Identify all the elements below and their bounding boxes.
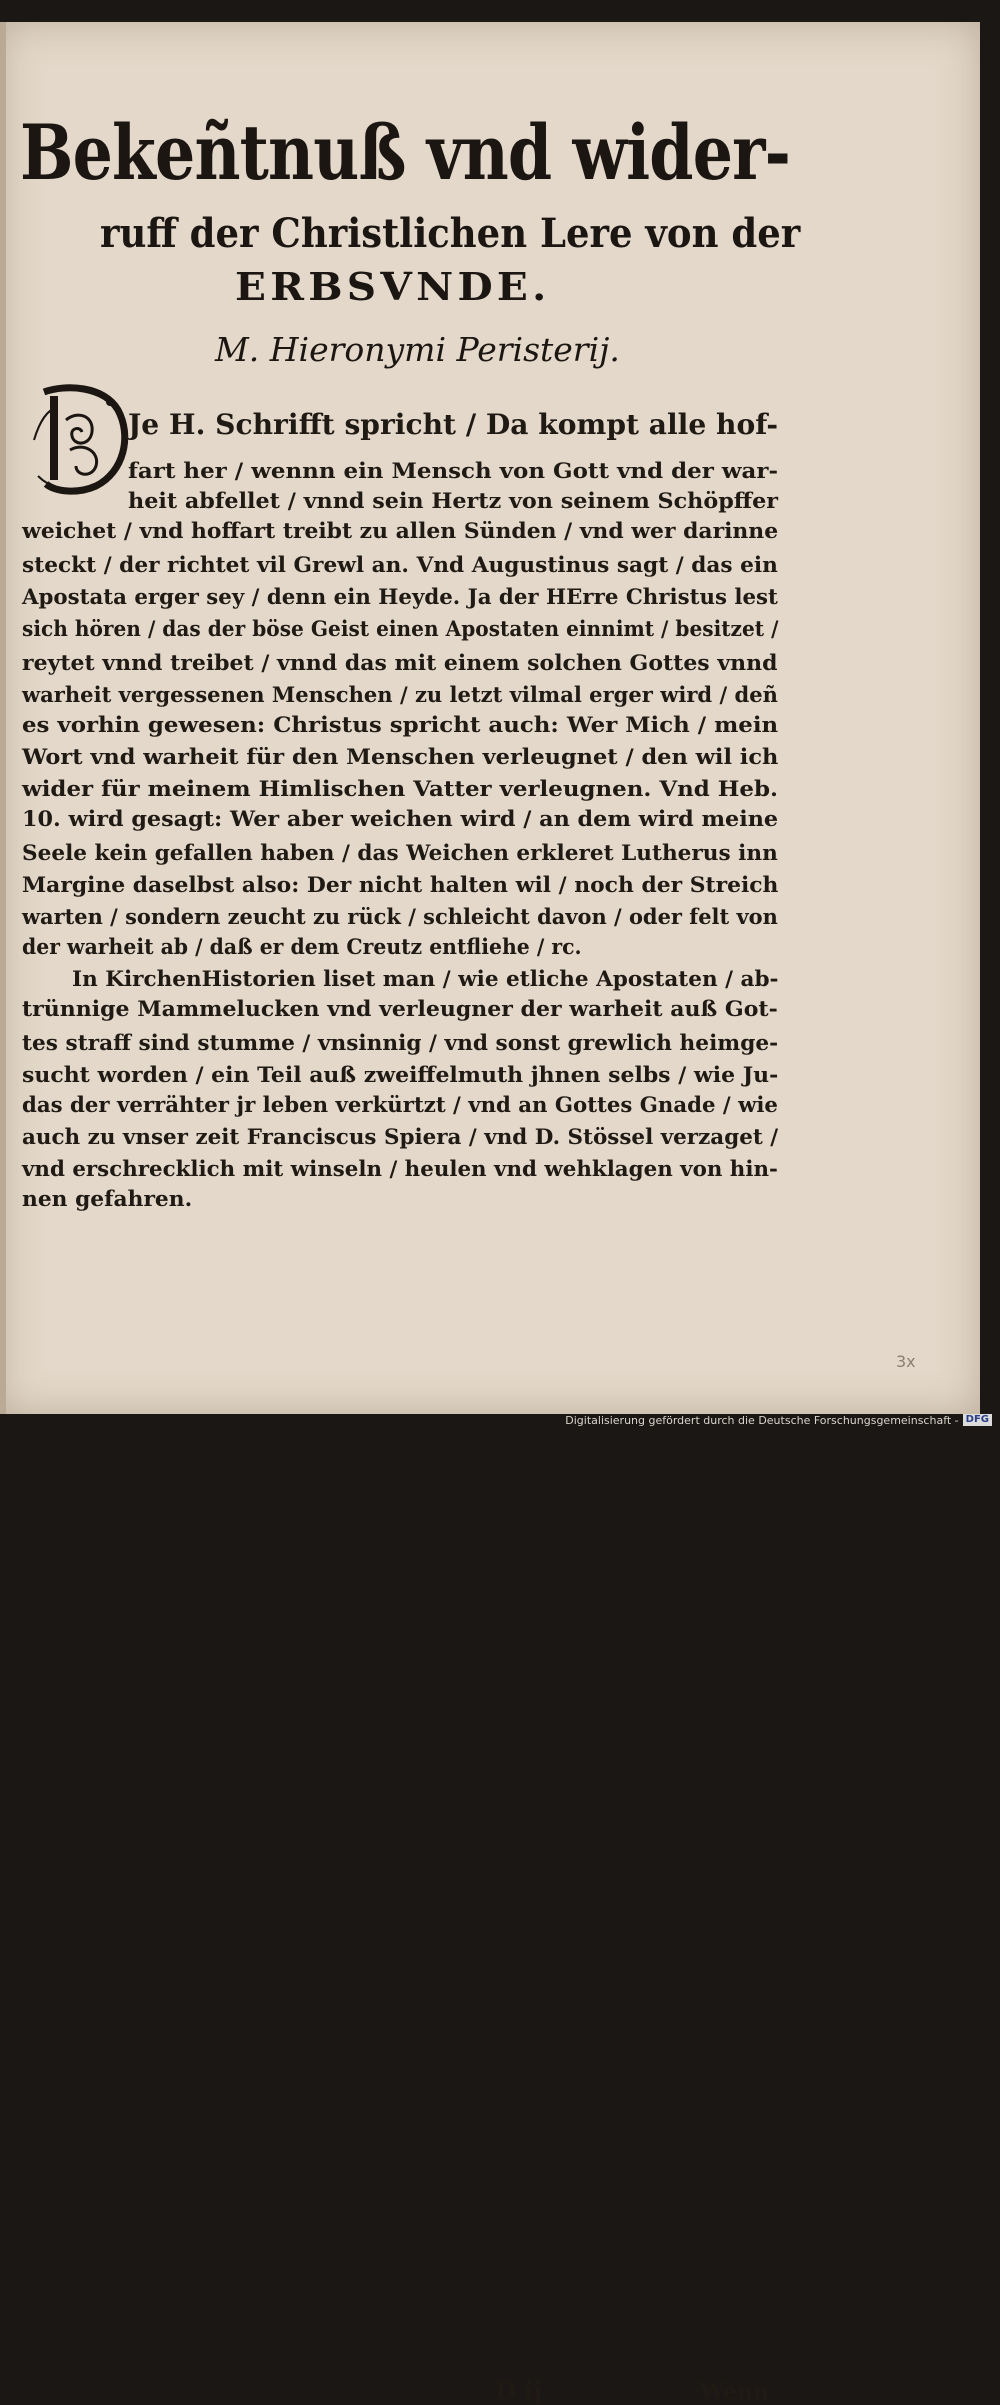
text-line: Margine daselbst also: Der nicht halten wil / noch der Streich	[22, 872, 779, 897]
text-line: warten / sondern zeucht zu rück / schleicht davon / oder felt von	[22, 904, 778, 929]
text-line: trünnige Mammelucken vnd verleugner der warheit auß Got-	[22, 996, 778, 1021]
text-line: sich hören / das der böse Geist einen Apostaten einnimt / besitzet /	[22, 616, 779, 641]
digitization-footer	[565, 1412, 992, 1428]
text-line: weichet / vnd hoffart treibt zu allen Sünden / vnd wer darinne	[22, 518, 779, 543]
text-line: wider für meinem Himlischen Vatter verleugnen. Vnd Heb.	[22, 776, 778, 801]
dfg-logo-icon: DFG	[963, 1414, 992, 1426]
author-line: M. Hieronymi Peristerij.	[215, 330, 620, 369]
text-line: Seele kein gefallen haben / das Weichen erkleret Lutherus inn	[22, 840, 778, 865]
text-line: 10. wird gesagt: Wer aber weichen wird / an dem wird meine	[22, 806, 779, 831]
text-line: der warheit ab / daß er dem Creutz entfliehe / rc.	[22, 934, 582, 959]
text-line: auch zu vnser zeit Franciscus Spiera / vnd D. Stössel verzaget /	[22, 1124, 779, 1149]
text-line: In KirchenHistorien liset man / wie etliche Apostaten / ab-	[72, 966, 779, 991]
text-line: sucht worden / ein Teil auß zweiffelmuth jhnen selbs / wie Ju-	[22, 1062, 779, 1087]
text-line: es vorhin gewesen: Christus spricht auch: Wer Mich / mein	[22, 712, 779, 737]
text-line: nen gefahren.	[22, 1186, 193, 1211]
signature-mark: D ij	[495, 2376, 542, 2405]
text-line: das der verrähter jr leben verkürtzt / vnd an Gottes Gnade / wie	[22, 1092, 778, 1117]
footer-text: Digitalisierung gefördert durch die Deutsche Forschungsgemeinschaft -	[565, 1413, 959, 1427]
text-line: steckt / der richtet vil Grewl an. Vnd Augustinus sagt / das ein	[22, 552, 778, 577]
text-line: heit abfellet / vnnd sein Hertz von seinem Schöpffer	[128, 488, 778, 513]
text-line: reytet vnnd treibet / vnnd das mit einem solchen Gottes vnnd	[22, 650, 778, 675]
text-line: Apostata erger sey / denn ein Heyde. Ja der HErre Christus lest	[22, 584, 778, 609]
title-line-1: Bekeñtnuß vnd wider-	[20, 108, 791, 197]
text-line: fart her / wennn ein Mensch von Gott vnd der war-	[128, 458, 779, 483]
text-line: Wort vnd warheit für den Menschen verleugnet / den wil ich	[22, 744, 779, 769]
title-line-3: ERBSVNDE.	[235, 264, 551, 309]
catchword: Wenn	[700, 2379, 769, 2405]
text-line: Je H. Schrifft spricht / Da kompt alle hof-	[128, 408, 779, 441]
text-line: vnd erschrecklich mit winseln / heulen vnd wehklagen von hin-	[22, 1156, 778, 1181]
text-line: tes straff sind stumme / vnsinnig / vnd sonst grewlich heimge-	[22, 1030, 779, 1055]
text-line: warheit vergessenen Menschen / zu letzt vilmal erger wird / deñ	[22, 682, 778, 707]
pencil-note: 3x	[896, 1352, 916, 1371]
title-line-2: ruff der Christlichen Lere von der	[100, 210, 801, 257]
